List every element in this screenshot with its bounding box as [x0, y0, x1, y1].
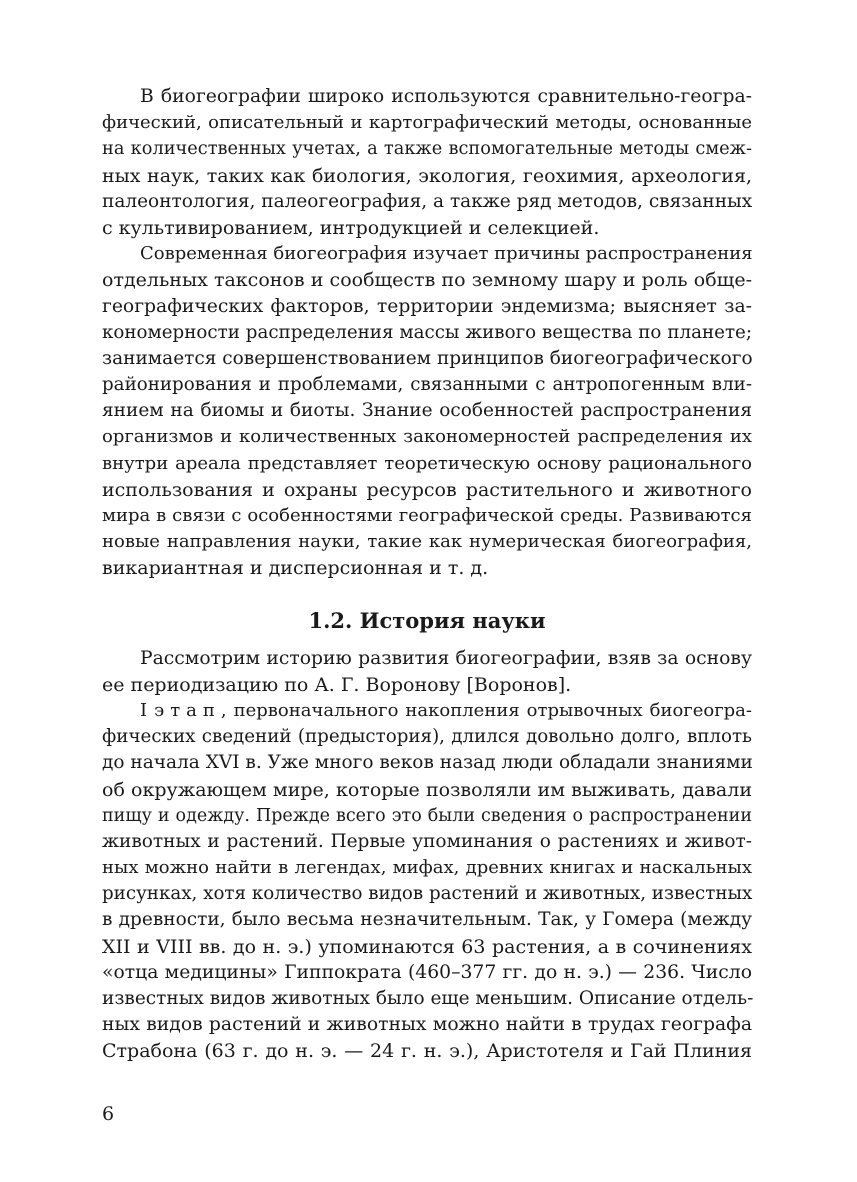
text-line: фический, описательный и картографический методы, основанные [102, 112, 752, 134]
text-line: занимается совершенствованием принципов биогеографического [102, 347, 753, 369]
stage-line-rest: , первоначального накопления отрывочных биогеогра- [220, 699, 752, 721]
section-heading: 1.2. История науки [308, 607, 546, 633]
text-line: ных наук, таких как биология, экология, геохимия, археология, [102, 164, 752, 187]
text-line: ных видов растений и животных можно найти в трудах географа [102, 1014, 752, 1036]
text-line: пищу и одежду. Прежде всего это были сведения о распространении [102, 805, 752, 826]
text-line: фических сведений (предыстория), длился довольно долго, вплоть [102, 726, 752, 748]
text-line: Современная биогеография изучает причины распространения [140, 243, 753, 265]
text-line: ных можно найти в легендах, мифах, древних книгах и наскальных [102, 857, 752, 879]
text-line: кономерности распределения массы живого вещества по планете; [102, 321, 752, 343]
page-number: 6 [102, 1103, 115, 1125]
page-body [102, 84, 752, 1065]
text-line: «отца медицины» Гиппократа (460–377 гг. до н. э.) — 236. Число [102, 961, 752, 983]
text-line: в древности, было весьма незначительным. Так, у Гомера (между [102, 909, 752, 931]
text-line: ее периодизацию по А. Г. Воронову [Воронов]. [102, 673, 572, 696]
text-line: Страбона (63 г. до н. э. — 24 г. н. э.), Аристотеля и Гай Плиния [102, 1040, 752, 1063]
text-line: новые направления науки, такие как нумерическая биогеография, [102, 531, 752, 553]
paragraph-modern-biogeography [102, 241, 752, 581]
text-line: известных видов животных было еще меньшим. Описание отдель- [102, 988, 754, 1009]
text-line: с культивированием, интродукцией и селекцией. [102, 216, 600, 239]
text-line: В биогеографии широко используются сравнительно-геогра- [140, 86, 752, 107]
paragraph-periodization [102, 646, 752, 698]
text-line: на количественных учетах, а также вспомогательные методы смеж- [102, 139, 752, 160]
text-line: рисунках, хотя количество видов растений и животных, известных [102, 883, 753, 905]
text-line [102, 698, 752, 724]
text-line: внутри ареала представляет теоретическую основу рационального [102, 452, 752, 474]
text-line: районирования и проблемами, связанными с антропогенным вли- [102, 374, 752, 396]
text-line: XII и VIII вв. до н. э.) упоминаются 63 растения, а в сочинениях [102, 935, 752, 958]
text-line: отдельных таксонов и сообществ по земному шару и роль обще- [102, 269, 752, 292]
stage-numeral: I [140, 699, 148, 721]
text-line: викариантная и дисперсионная и т. д. [102, 557, 489, 580]
text-line: янием на биомы и биоты. Знание особенностей распространения [102, 400, 752, 422]
paragraph-stage-one [102, 698, 752, 1065]
text-line: до начала XVI в. Уже много веков назад люди обладали знаниями [102, 752, 753, 774]
paragraph-methods [102, 84, 752, 241]
text-line: мира в связи с особенностями географической среды. Развиваются [102, 505, 752, 526]
text-line: палеонтология, палеогеография, а также ряд методов, связанных [102, 190, 753, 212]
text-line: использования и охраны ресурсов растительного и животного [102, 478, 752, 501]
text-line: географических факторов, территории эндемизма; выясняет за- [102, 295, 752, 317]
text-line: животных и растений. Первые упоминания о растениях и живот- [102, 830, 752, 852]
text-line: организмов и количественных закономерностей распределения их [102, 426, 752, 448]
text-line: Рассмотрим историю развития биогеографии, взяв за основу [140, 647, 752, 669]
text-line: об окружающем мире, которые позволяли им выживать, давали [102, 778, 752, 801]
stage-word: этап [154, 699, 221, 721]
